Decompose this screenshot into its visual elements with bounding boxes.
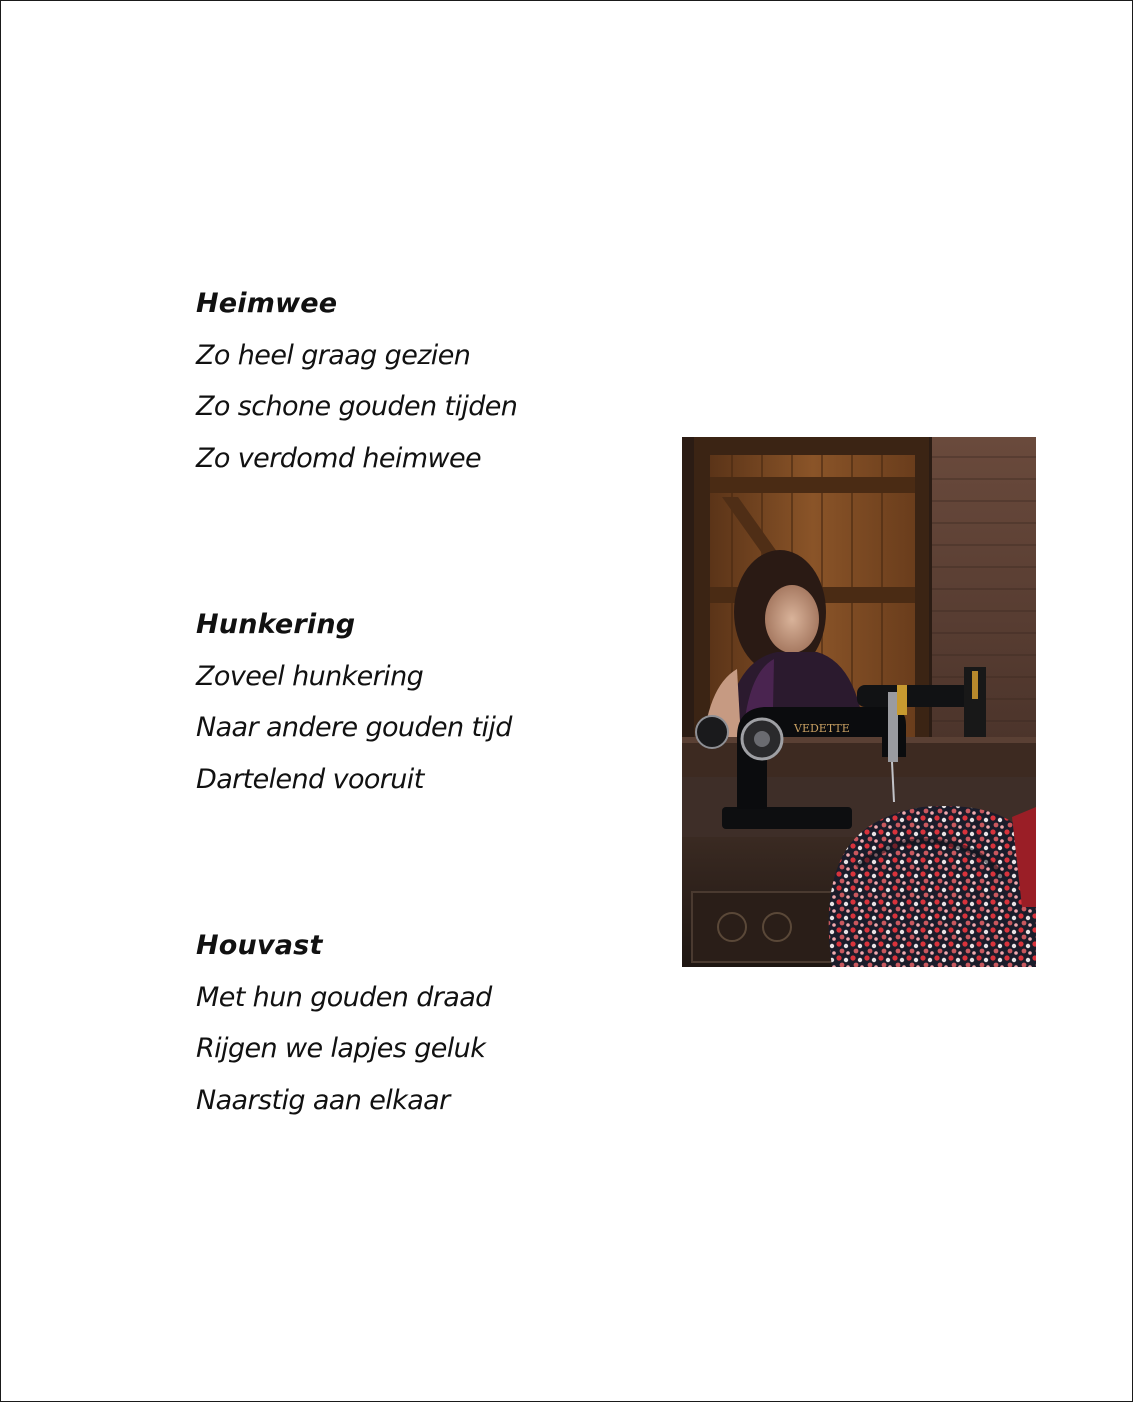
poem-heimwee: [196, 278, 636, 484]
poem-line: Met hun gouden draad: [196, 981, 492, 1013]
poem-hunkering: [196, 599, 636, 805]
poem-line: Zo heel graag gezien: [196, 339, 471, 371]
sewing-machine-photo: [682, 437, 1036, 967]
poem-title: Houvast: [196, 930, 323, 961]
poems: [196, 278, 636, 1126]
poem-line: Dartelend vooruit: [196, 763, 424, 795]
poem-line: Zo schone gouden tijden: [196, 391, 518, 422]
poem-line: Naar andere gouden tijd: [196, 712, 512, 743]
poem-line: Rijgen we lapjes geluk: [196, 1033, 486, 1064]
poem-line: Zoveel hunkering: [196, 660, 424, 692]
poem-line: Naarstig aan elkaar: [196, 1084, 450, 1116]
poem-title: Heimwee: [196, 288, 338, 319]
poem-houvast: [196, 920, 636, 1126]
machine-brand-text: VEDETTE: [794, 722, 850, 735]
poem-line: Zo verdomd heimwee: [196, 442, 482, 474]
poem-title: Hunkering: [196, 609, 356, 640]
